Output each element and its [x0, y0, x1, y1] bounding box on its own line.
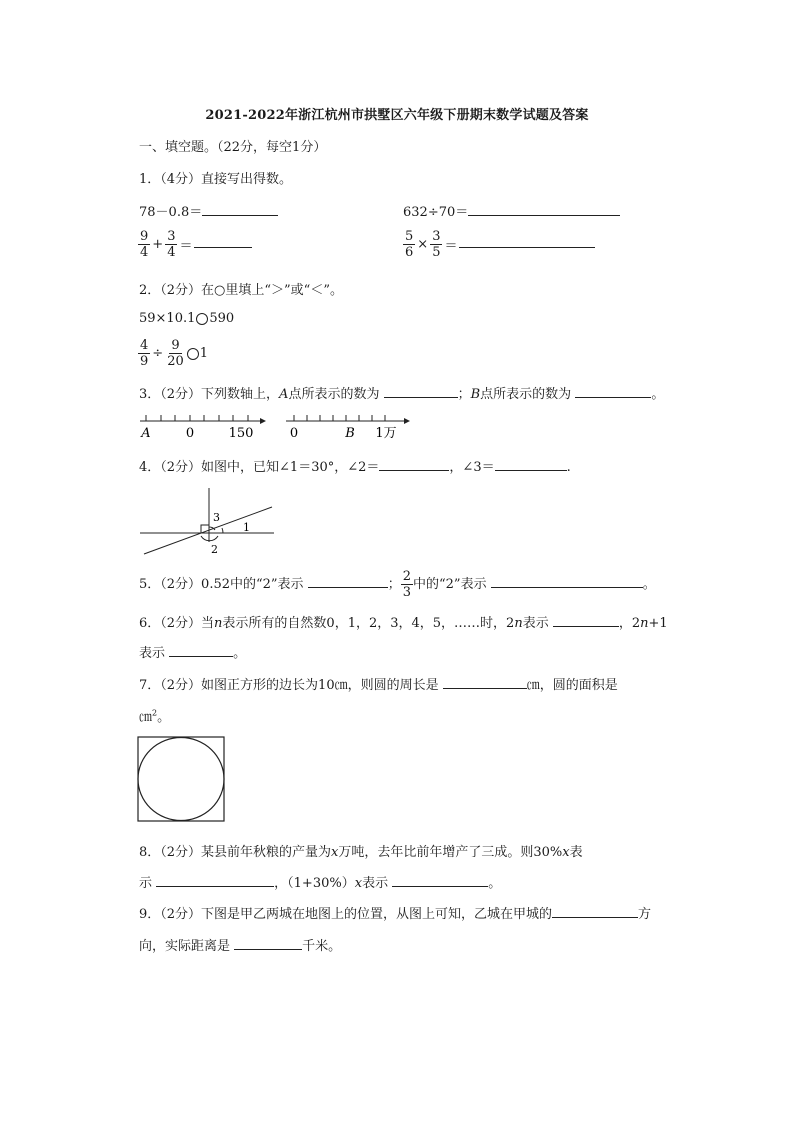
var-n: n [640, 616, 649, 631]
q9-blank-2[interactable] [234, 935, 302, 950]
q2-e1-left: 59×10.1 [139, 311, 196, 326]
number-line-2 [286, 415, 410, 441]
q4-mid: ，∠3＝ [449, 460, 495, 475]
numerator: 3 [167, 229, 176, 244]
numerator: 4 [140, 338, 149, 353]
period: 。 [488, 876, 502, 891]
question-9-line-2 [139, 935, 341, 954]
q1-expression-2 [403, 201, 620, 220]
q6-prefix: 6．（2分）当 [139, 616, 215, 631]
question-3-label: 3．（2分）下列数轴上， [139, 387, 280, 402]
q8-blank-1[interactable] [156, 872, 274, 887]
q7-blank-1[interactable] [443, 674, 527, 689]
axis2-label-b: B [345, 426, 355, 441]
axis1-label-a: A [141, 426, 151, 441]
q6-blank-1[interactable] [553, 612, 619, 627]
numerator: 9 [140, 229, 149, 244]
var-x: x [354, 876, 363, 891]
denominator: 20 [167, 354, 184, 369]
q5-blank-1[interactable] [308, 573, 388, 588]
fraction [165, 338, 186, 369]
question-9-line-1 [139, 903, 651, 922]
q8-mid: 万吨，去年比前年增产了三成。则30% [338, 845, 563, 860]
q1-e2-blank[interactable] [468, 201, 620, 216]
axis1-label-150: 150 [228, 426, 254, 441]
q4-angle3-blank[interactable] [495, 456, 567, 471]
denominator: 5 [432, 245, 441, 260]
angle-label-3: 3 [213, 511, 220, 524]
question-4-text [139, 456, 571, 475]
q6-mid: 表示所有的自然数0，1，2，3，4，5，……时，2 [222, 616, 515, 631]
axis1-label-0: 0 [185, 426, 195, 441]
q1-e2-text: 632÷70＝ [403, 205, 469, 220]
equals-sign: ＝ [444, 239, 458, 254]
separator: ； [387, 577, 401, 592]
q2-e2-right: 1 [199, 346, 209, 361]
q6-blank-2[interactable] [169, 642, 233, 657]
numerator: 2 [402, 569, 411, 584]
q5-blank-2[interactable] [491, 573, 643, 588]
q3-a-text: 点所表示的数为 [288, 387, 380, 402]
section-heading: 一、填空题。（22分，每空1分） [139, 140, 327, 155]
var-n: n [514, 616, 523, 631]
period: 。 [233, 646, 247, 661]
numerator: 9 [171, 338, 180, 353]
unit-cm: ㎝ [526, 678, 540, 693]
q9-blank-1[interactable] [552, 903, 638, 918]
q2-expression-2 [138, 338, 208, 369]
axis2-label-10k: 1万 [375, 426, 397, 441]
fraction [430, 229, 442, 260]
operator: × [417, 237, 429, 252]
unit-cm: ㎝ [334, 678, 348, 693]
question-6-line-1 [139, 612, 668, 631]
q2-e1-right: 590 [209, 311, 235, 326]
var-x: x [331, 845, 339, 860]
q8-line2a: 示 [139, 876, 153, 891]
question-3-text [139, 383, 664, 402]
separator: ； [457, 387, 471, 402]
denominator: 4 [167, 245, 176, 260]
number-line-figure [138, 412, 418, 444]
q2-expression-1 [139, 311, 234, 326]
q8-blank-2[interactable] [392, 872, 488, 887]
q4-angle2-blank[interactable] [379, 456, 449, 471]
equals-sign: ＝ [179, 239, 193, 254]
q7-mid2: ，圆的面积是 [539, 678, 618, 693]
q1-e4-blank[interactable] [459, 233, 595, 248]
fraction [165, 229, 177, 260]
period: 。 [157, 710, 171, 725]
q1-expression-3 [138, 229, 252, 260]
q3-b-text: 点所表示的数为 [480, 387, 572, 402]
denominator: 4 [140, 245, 149, 260]
angle-figure [138, 486, 278, 558]
superscript: 2 [152, 708, 158, 718]
q5-tail: 中的“2”表示 [413, 577, 487, 592]
fraction [401, 569, 413, 600]
q9-tail: 方 [638, 907, 652, 922]
operator: ÷ [152, 346, 164, 361]
q1-expression-1 [139, 201, 278, 220]
q1-e1-text: 78－0.8＝ [139, 205, 203, 220]
compare-circle[interactable] [196, 313, 208, 325]
slanted-line [144, 507, 272, 554]
var-x: x [562, 845, 570, 860]
angle-1-arc [222, 528, 223, 533]
q1-e1-blank[interactable] [202, 201, 278, 216]
question-5-label: 5．（2分）0.52中的“2”表示 [139, 577, 304, 592]
q6-plus: +1 [648, 616, 668, 631]
question-8-line-1 [139, 841, 583, 860]
denominator: 6 [405, 245, 414, 260]
q7-mid: ，则圆的周长是 [347, 678, 439, 693]
fraction [138, 229, 150, 260]
period: 。 [642, 577, 656, 592]
q8-line2c: 表示 [362, 876, 389, 891]
q9-line2b: 千米。 [302, 939, 342, 954]
number-line-1 [140, 415, 266, 441]
question-7-line-2 [139, 706, 170, 725]
fraction [403, 229, 415, 260]
denominator: 9 [140, 354, 149, 369]
question-4-label: 4．（2分）如图中，已知∠1＝30°，∠2＝ [139, 460, 380, 475]
denominator: 3 [402, 585, 411, 600]
question-8-label: 8．（2分）某县前年秋粮的产量为 [139, 845, 332, 860]
separator: ，2 [618, 616, 641, 631]
point-a-var: A [279, 387, 289, 402]
q6-line2: 表示 [139, 646, 166, 661]
angle-label-2: 2 [211, 543, 218, 556]
q9-line2a: 向，实际距离是 [139, 939, 231, 954]
q3-a-blank[interactable] [384, 383, 458, 398]
point-b-var: B [470, 387, 481, 402]
question-8-line-2 [139, 872, 501, 891]
q6-mid2: 表示 [522, 616, 549, 631]
question-5-text [139, 569, 656, 600]
question-6-line-2 [139, 642, 246, 661]
inscribed-circle [138, 738, 224, 821]
period: 。 [651, 387, 665, 402]
question-2-label: 2．（2分）在○里填上“＞”或“＜”。 [139, 283, 343, 298]
q8-tail: 表 [569, 845, 583, 860]
axis2-label-0: 0 [289, 426, 299, 441]
question-7-line-1 [139, 674, 618, 693]
q1-e3-blank[interactable] [194, 233, 252, 248]
numerator: 5 [405, 229, 414, 244]
numerator: 3 [432, 229, 441, 244]
question-7-label: 7．（2分）如图正方形的边长为10 [139, 678, 335, 693]
operator: + [152, 237, 164, 252]
compare-circle[interactable] [187, 348, 199, 360]
q8-line2b: ，（1+30%） [274, 876, 355, 891]
question-9-label: 9．（2分）下图是甲乙两城在地图上的位置，从图上可知，乙城在甲城的 [139, 907, 553, 922]
angle-label-1: 1 [243, 521, 250, 534]
q1-expression-4 [403, 229, 595, 260]
page-title: 2021-2022年浙江杭州市拱墅区六年级下册期末数学试题及答案 [205, 108, 589, 123]
unit-cm: ㎝ [139, 710, 153, 725]
square-circle-figure [137, 736, 226, 822]
var-n: n [214, 616, 223, 631]
fraction [138, 338, 150, 369]
question-1-label: 1．（4分）直接写出得数。 [139, 172, 293, 187]
q3-b-blank[interactable] [575, 383, 651, 398]
period: . [566, 460, 571, 475]
